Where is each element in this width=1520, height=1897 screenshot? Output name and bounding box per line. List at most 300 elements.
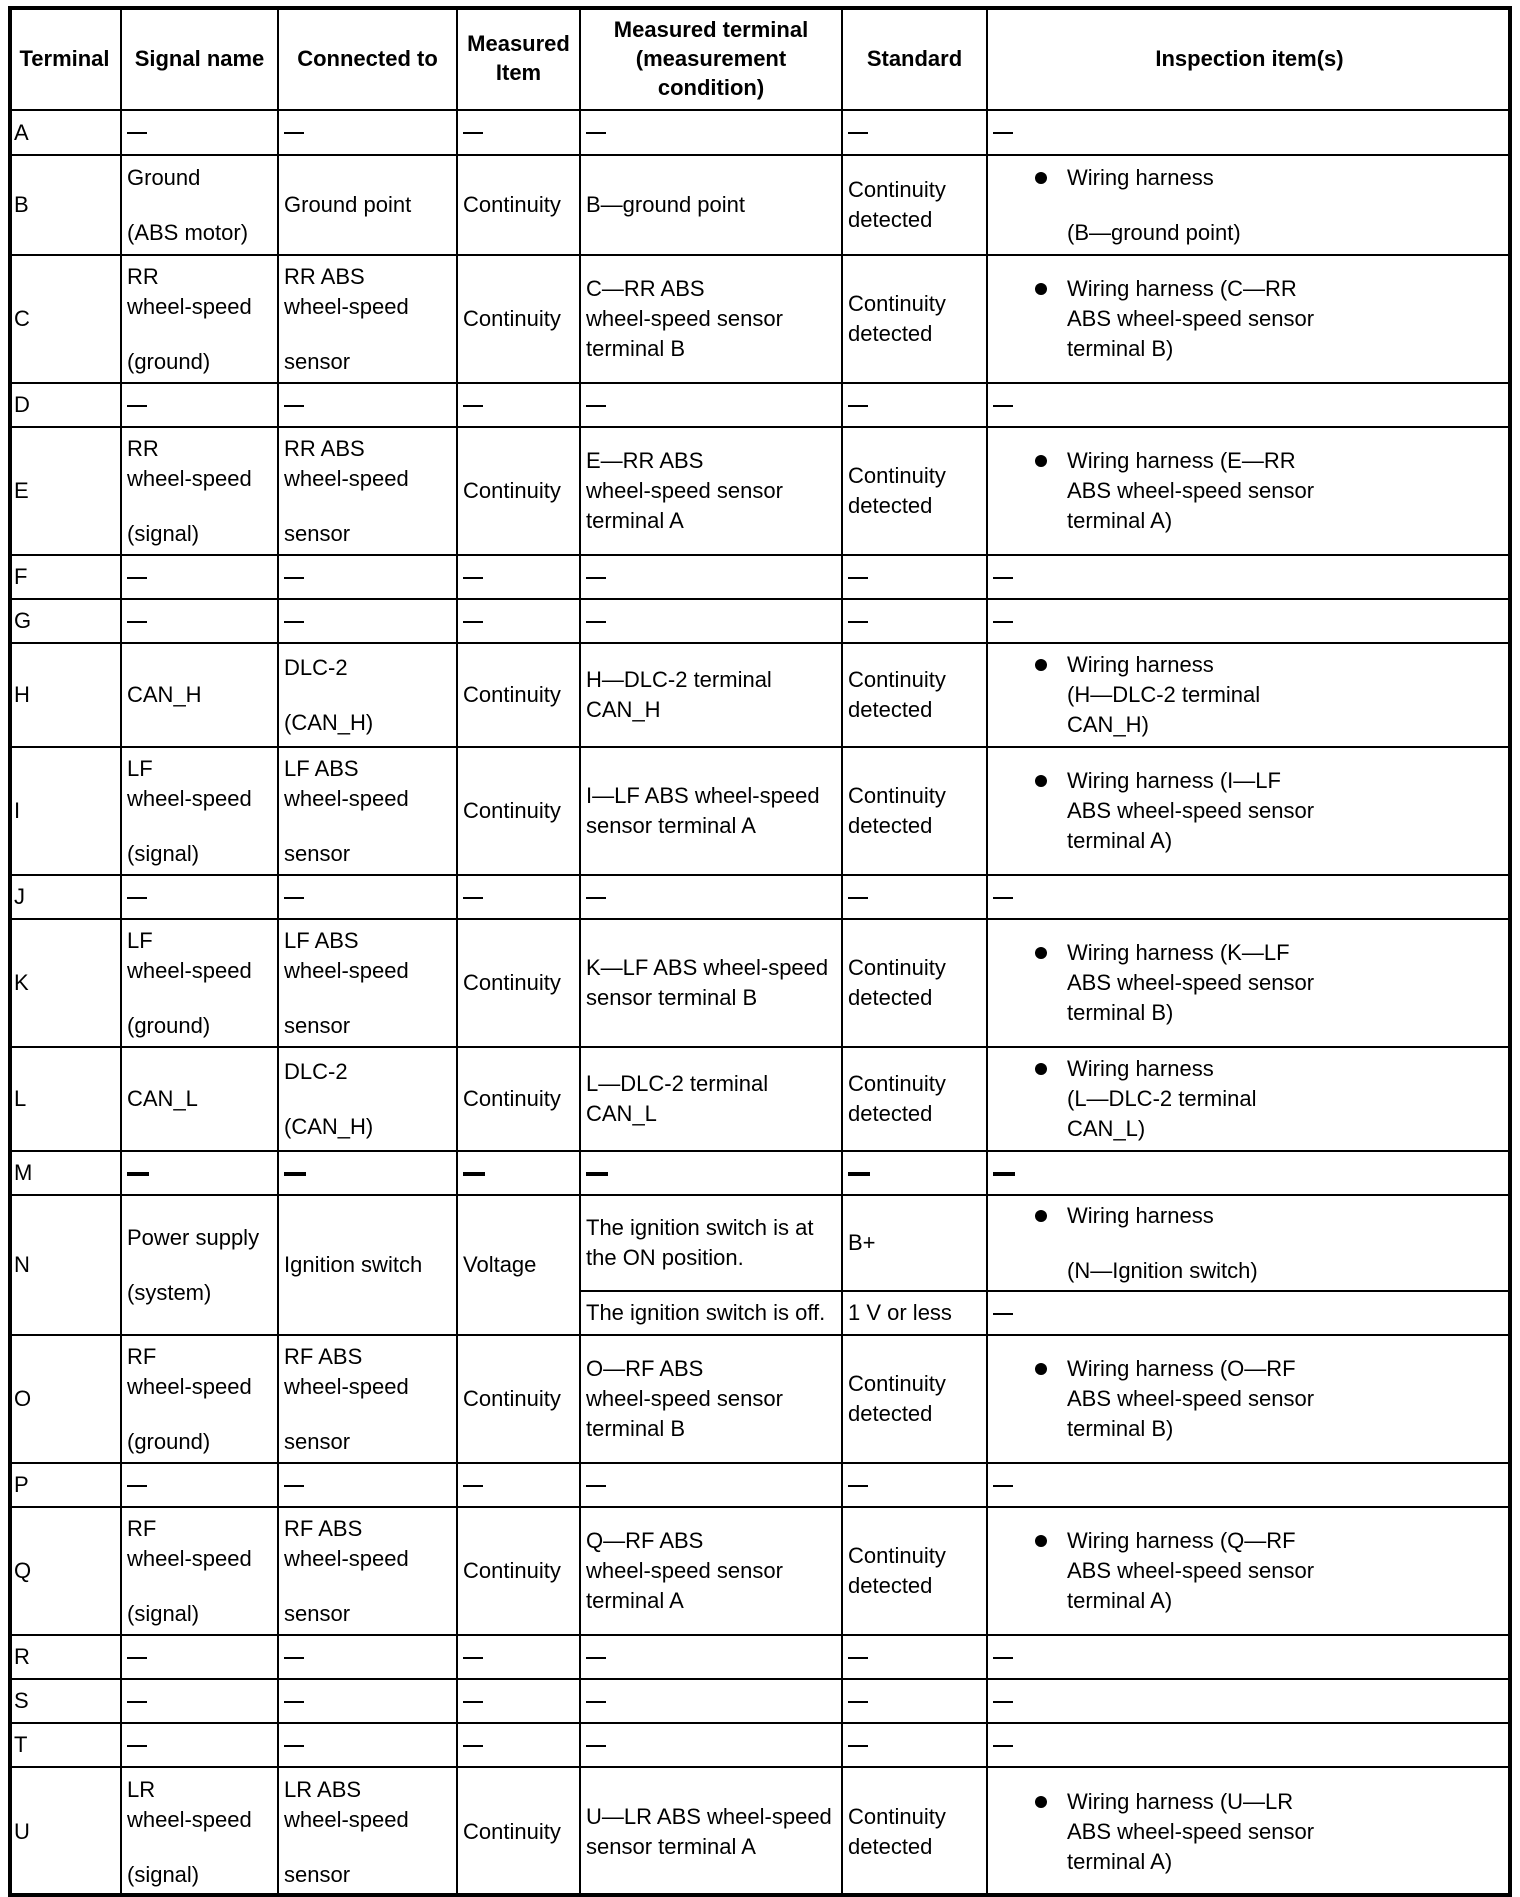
cell-text-line: CAN_L (586, 1101, 657, 1126)
cell-text-line: wheel-speed sensor (586, 1558, 783, 1583)
line-spacer (127, 1835, 272, 1860)
dash-mark (463, 132, 483, 134)
connected-to-cell (278, 155, 457, 255)
empty-cell (278, 383, 457, 427)
inspection-line: Wiring harness (1067, 164, 1214, 190)
dash-mark (586, 577, 606, 579)
cell-text-line: detected (848, 493, 933, 518)
empty-cell (842, 1679, 987, 1723)
empty-cell (121, 1463, 278, 1507)
inspection-text (1067, 650, 1260, 740)
dash-mark (284, 621, 304, 623)
dash-mark (586, 621, 606, 623)
cell-text-line: wheel-speed (127, 1373, 252, 1399)
cell-text-line: Inspection item(s) (1155, 45, 1344, 71)
cell-text-line: Continuity (463, 478, 561, 503)
empty-cell (842, 1635, 987, 1679)
signal-name-cell (121, 1195, 278, 1335)
empty-cell (278, 110, 457, 155)
terminal-cell (8, 555, 121, 599)
empty-cell (580, 875, 842, 919)
empty-cell (457, 1679, 580, 1723)
empty-cell (457, 1635, 580, 1679)
dash-mark (848, 1745, 868, 1747)
empty-cell (987, 383, 1512, 427)
cell-text-line: Signal name (134, 45, 265, 71)
empty-cell (580, 555, 842, 599)
cell-text-line: wheel-speed (127, 957, 252, 983)
measured-item-cell (457, 919, 580, 1047)
cell-text-line: (CAN_H) (284, 1113, 374, 1139)
terminal-label: Q (14, 1558, 32, 1583)
cell-text-line: RR ABS (284, 435, 365, 461)
signal-name-cell (121, 255, 278, 383)
connected-to-cell (278, 1767, 457, 1897)
inspection-line: Wiring harness (1067, 1202, 1214, 1228)
dash-mark (993, 577, 1013, 579)
inspection-cell (987, 255, 1512, 383)
bullet-icon (1035, 659, 1047, 671)
line-spacer (284, 814, 451, 839)
inspection-text (1067, 938, 1314, 1028)
empty-cell (987, 599, 1512, 643)
empty-cell (121, 383, 278, 427)
empty-cell (457, 555, 580, 599)
measured-terminal-cell (580, 155, 842, 255)
inspection-line: Wiring harness (Q—RF (1067, 1528, 1296, 1553)
inspection-cell (987, 1047, 1512, 1151)
inspection-line: CAN_H) (1067, 712, 1149, 737)
inspection-line: terminal A) (1067, 1849, 1173, 1874)
standard-cell (842, 1291, 987, 1335)
terminal-cell (8, 875, 121, 919)
cell-text-line: (system) (127, 1279, 212, 1305)
cell-text-line: LR (127, 1776, 156, 1802)
terminal-cell (8, 1635, 121, 1679)
dash-mark (848, 1172, 870, 1176)
cell-text-line: Continuity (848, 1804, 946, 1829)
empty-cell (987, 1291, 1512, 1335)
cell-text-line: wheel-speed (127, 1545, 252, 1571)
line-spacer (127, 1402, 272, 1427)
measured-terminal-cell (580, 747, 842, 875)
empty-cell (580, 1463, 842, 1507)
cell-text-line: LF ABS (284, 755, 359, 781)
inspection-line: Wiring harness (C—RR (1067, 276, 1297, 301)
terminal-label: N (14, 1252, 30, 1277)
inspection-cell (987, 1195, 1512, 1291)
inspection-line: terminal A) (1067, 1588, 1173, 1613)
cell-text-line: detected (848, 1834, 933, 1859)
cell-text-line: I—LF ABS wheel-speed (586, 783, 820, 808)
line-spacer (127, 494, 272, 519)
cell-text-line: The ignition switch is off. (586, 1300, 826, 1325)
cell-text-line: Power supply (127, 1224, 260, 1250)
measured-terminal-cell (580, 919, 842, 1047)
empty-cell (987, 555, 1512, 599)
inspection-cell (987, 919, 1512, 1047)
inspection-cell (987, 427, 1512, 555)
cell-text-line: Continuity (848, 177, 946, 202)
cell-text-line: Continuity (463, 192, 561, 217)
empty-cell (580, 110, 842, 155)
cell-text-line: detected (848, 985, 933, 1010)
cell-text-line: wheel-speed (284, 465, 409, 491)
terminal-label: M (14, 1160, 33, 1185)
cell-text-line: terminal B (586, 1416, 686, 1441)
cell-text-line: sensor (284, 1012, 351, 1038)
cell-text-line: CAN_L (127, 1086, 198, 1111)
cell-text-line: Continuity (463, 682, 561, 707)
bullet-icon (1035, 1535, 1047, 1547)
cell-text-line: RF (127, 1515, 157, 1541)
cell-text-line: Standard (866, 45, 963, 71)
header-signal-name (121, 6, 278, 110)
dash-mark (586, 1701, 606, 1703)
cell-text-line: wheel-speed (284, 1806, 409, 1832)
empty-cell (580, 1679, 842, 1723)
terminal-cell (8, 1679, 121, 1723)
cell-text-line: terminal A (586, 1588, 684, 1613)
cell-text-line: (ground) (127, 1012, 211, 1038)
dash-mark (463, 1172, 485, 1176)
header-inspection-items (987, 6, 1512, 110)
dash-mark (284, 1657, 304, 1659)
dash-mark (848, 621, 868, 623)
empty-cell (121, 1723, 278, 1767)
empty-cell (457, 1723, 580, 1767)
terminal-cell (8, 1047, 121, 1151)
cell-text-line: Ignition switch (284, 1252, 423, 1277)
empty-cell (278, 1151, 457, 1195)
inspection-line: ABS wheel-speed sensor (1067, 1819, 1315, 1844)
measured-terminal-cell (580, 1195, 842, 1291)
cell-text-line: Continuity (848, 1371, 946, 1396)
dash-mark (127, 1745, 147, 1747)
terminal-cell (8, 643, 121, 747)
inspection-line: Wiring harness (O—RF (1067, 1356, 1296, 1381)
inspection-text (1067, 446, 1314, 536)
cell-text-line: DLC-2 (284, 654, 348, 680)
line-spacer (127, 322, 272, 347)
line-spacer (284, 494, 451, 519)
measured-terminal-cell (580, 1507, 842, 1635)
inspection-text (1067, 274, 1314, 364)
terminal-cell (8, 1195, 121, 1335)
inspection-line: ABS wheel-speed sensor (1067, 798, 1315, 823)
cell-text-line: Measured terminal (613, 16, 809, 42)
standard-cell (842, 919, 987, 1047)
dash-mark (284, 1701, 304, 1703)
inspection-cell (987, 1335, 1512, 1463)
cell-text-line: sensor terminal B (586, 985, 758, 1010)
connected-to-cell (278, 1195, 457, 1335)
cell-text-line: sensor (284, 840, 351, 866)
line-spacer (284, 1402, 451, 1427)
measured-terminal-cell (580, 255, 842, 383)
measured-terminal-cell (580, 643, 842, 747)
dash-mark (848, 897, 868, 899)
standard-cell (842, 1335, 987, 1463)
inspection-line: Wiring harness (1067, 652, 1214, 677)
line-spacer (127, 1574, 272, 1599)
cell-text-line: (ABS motor) (127, 219, 249, 245)
measured-item-cell (457, 1335, 580, 1463)
cell-text-line: detected (848, 813, 933, 838)
cell-text-line: condition) (657, 74, 765, 100)
cell-text-line: CAN_H (127, 682, 202, 707)
dash-mark (993, 1313, 1013, 1315)
signal-name-cell (121, 1335, 278, 1463)
cell-text-line: detected (848, 207, 933, 232)
cell-text-line: RF (127, 1343, 157, 1369)
inspection-text (1067, 766, 1314, 856)
cell-text-line: L—DLC-2 terminal (586, 1071, 769, 1096)
measured-item-cell (457, 747, 580, 875)
empty-cell (457, 110, 580, 155)
dash-mark (284, 577, 304, 579)
inspection-line: (L—DLC-2 terminal (1067, 1086, 1257, 1111)
terminal-label: K (14, 970, 29, 995)
cell-text-line: (signal) (127, 1600, 200, 1626)
signal-name-cell (121, 747, 278, 875)
cell-text-line: LF (127, 755, 153, 781)
cell-text-line: wheel-speed sensor (586, 478, 783, 503)
line-spacer (127, 1253, 272, 1278)
inspection-line: terminal A) (1067, 508, 1173, 533)
dash-mark (586, 132, 606, 134)
cell-text-line: wheel-speed sensor (586, 1386, 783, 1411)
cell-text-line: Continuity (463, 306, 561, 331)
inspection-cell (987, 155, 1512, 255)
empty-cell (842, 555, 987, 599)
terminal-cell (8, 110, 121, 155)
cell-text-line: LF ABS (284, 927, 359, 953)
cell-text-line: detected (848, 1101, 933, 1126)
terminal-label: U (14, 1819, 30, 1844)
terminal-label: E (14, 478, 29, 503)
cell-text-line: (measurement (635, 45, 787, 71)
empty-cell (580, 383, 842, 427)
connected-to-cell (278, 1047, 457, 1151)
dash-mark (463, 1701, 483, 1703)
cell-text-line: wheel-speed (284, 785, 409, 811)
inspection-cell (987, 1767, 1512, 1897)
empty-cell (842, 383, 987, 427)
terminal-label: L (14, 1086, 27, 1111)
cell-text-line: E—RR ABS (586, 448, 704, 473)
terminal-cell (8, 1507, 121, 1635)
header-connected-to (278, 6, 457, 110)
terminal-label: J (14, 884, 25, 909)
connected-to-cell (278, 427, 457, 555)
cell-text-line: Continuity (463, 1086, 561, 1111)
cell-text-line: wheel-speed (127, 785, 252, 811)
signal-name-cell (121, 1507, 278, 1635)
empty-cell (580, 599, 842, 643)
cell-text-line: O—RF ABS (586, 1356, 704, 1381)
signal-name-cell (121, 919, 278, 1047)
cell-text-line: U—LR ABS wheel-speed (586, 1804, 832, 1829)
inspection-text (1067, 1526, 1314, 1616)
dash-mark (463, 621, 483, 623)
dash-mark (127, 1657, 147, 1659)
empty-cell (457, 599, 580, 643)
measured-terminal-cell (580, 427, 842, 555)
measured-terminal-cell (580, 1291, 842, 1335)
terminal-label: H (14, 682, 30, 707)
cell-text-line: Continuity (848, 291, 946, 316)
empty-cell (278, 1679, 457, 1723)
terminal-label: R (14, 1644, 30, 1669)
inspection-line: terminal B) (1067, 336, 1174, 361)
inspection-text (1067, 1354, 1314, 1444)
cell-text-line: terminal A (586, 508, 684, 533)
terminal-cell (8, 383, 121, 427)
terminal-label: T (14, 1732, 28, 1757)
cell-text-line: wheel-speed sensor (586, 306, 783, 331)
empty-cell (121, 555, 278, 599)
empty-cell (457, 383, 580, 427)
terminal-cell (8, 1767, 121, 1897)
line-spacer (127, 814, 272, 839)
header-measured-terminal (580, 6, 842, 110)
terminal-label: F (14, 564, 28, 589)
inspection-line: CAN_L) (1067, 1116, 1146, 1141)
cell-text-line: C—RR ABS (586, 276, 705, 301)
dash-mark (586, 1745, 606, 1747)
cell-text-line: Ground (127, 164, 201, 190)
connected-to-cell (278, 1507, 457, 1635)
standard-cell (842, 1047, 987, 1151)
terminal-label: D (14, 392, 30, 417)
inspection-line: Wiring harness (K—LF (1067, 940, 1290, 965)
inspection-line: terminal A) (1067, 828, 1173, 853)
dash-mark (127, 1172, 149, 1176)
terminal-label: I (14, 798, 21, 823)
terminal-inspection-table (8, 6, 1512, 1887)
empty-cell (987, 110, 1512, 155)
terminal-label: B (14, 192, 29, 217)
dash-mark (993, 897, 1013, 899)
line-spacer (1067, 193, 1241, 218)
inspection-line: terminal B) (1067, 1000, 1174, 1025)
cell-text-line: sensor (284, 1428, 351, 1454)
cell-text-line: Ground point (284, 192, 412, 217)
inspection-text (1067, 1201, 1258, 1286)
empty-cell (278, 599, 457, 643)
bullet-icon (1035, 775, 1047, 787)
terminal-cell (8, 1723, 121, 1767)
inspection-line: (N—Ignition switch) (1067, 1257, 1258, 1283)
bullet-icon (1035, 283, 1047, 295)
cell-text-line: detected (848, 1401, 933, 1426)
dash-mark (463, 1745, 483, 1747)
dash-mark (127, 897, 147, 899)
empty-cell (580, 1151, 842, 1195)
connected-to-cell (278, 747, 457, 875)
measured-item-cell (457, 255, 580, 383)
inspection-cell (987, 1507, 1512, 1635)
bullet-icon (1035, 455, 1047, 467)
empty-cell (278, 555, 457, 599)
terminal-cell (8, 1463, 121, 1507)
cell-text-line: RR ABS (284, 263, 365, 289)
line-spacer (284, 1574, 451, 1599)
cell-text-line: (signal) (127, 840, 200, 866)
cell-text-line: Continuity (463, 1819, 561, 1844)
cell-text-line: sensor (284, 1861, 351, 1887)
cell-text-line: Voltage (463, 1252, 537, 1277)
cell-text-line: Continuity (848, 783, 946, 808)
terminal-label: O (14, 1386, 32, 1411)
measured-terminal-cell (580, 1047, 842, 1151)
cell-text-line: Continuity (463, 1558, 561, 1583)
signal-name-cell (121, 155, 278, 255)
dash-mark (284, 1745, 304, 1747)
cell-text-line: RF ABS (284, 1515, 363, 1541)
bullet-icon (1035, 172, 1047, 184)
cell-text-line: LR ABS (284, 1776, 362, 1802)
inspection-line: (B—ground point) (1067, 219, 1241, 245)
inspection-line: ABS wheel-speed sensor (1067, 306, 1315, 331)
terminal-cell (8, 1335, 121, 1463)
dash-mark (848, 577, 868, 579)
terminal-label: C (14, 306, 30, 331)
measured-item-cell (457, 1767, 580, 1897)
cell-text-line: RR (127, 435, 159, 461)
inspection-text (1067, 1054, 1257, 1144)
cell-text-line: (CAN_H) (284, 709, 374, 735)
cell-text-line: DLC-2 (284, 1058, 348, 1084)
terminal-label: S (14, 1688, 29, 1713)
terminal-cell (8, 255, 121, 383)
cell-text-line: wheel-speed (284, 1373, 409, 1399)
cell-text-line: Continuity (848, 955, 946, 980)
inspection-line: ABS wheel-speed sensor (1067, 478, 1315, 503)
cell-text-line: (signal) (127, 520, 200, 546)
line-spacer (127, 986, 272, 1011)
cell-text-line: the ON position. (586, 1245, 744, 1270)
dash-mark (848, 1485, 868, 1487)
cell-text-line: Q—RF ABS (586, 1528, 704, 1553)
bullet-icon (1035, 1363, 1047, 1375)
cell-text-line: Terminal (19, 45, 110, 71)
dash-mark (127, 621, 147, 623)
empty-cell (987, 1151, 1512, 1195)
cell-text-line: LF (127, 927, 153, 953)
inspection-line: Wiring harness (I—LF (1067, 768, 1281, 793)
inspection-line: Wiring harness (E—RR (1067, 448, 1296, 473)
cell-text-line: wheel-speed (127, 465, 252, 491)
terminal-cell (8, 747, 121, 875)
terminal-label: P (14, 1472, 29, 1497)
dash-mark (463, 577, 483, 579)
cell-text-line: H—DLC-2 terminal (586, 667, 772, 692)
cell-text-line: sensor terminal A (586, 813, 756, 838)
empty-cell (457, 1463, 580, 1507)
empty-cell (987, 875, 1512, 919)
measured-item-cell (457, 1507, 580, 1635)
inspection-cell (987, 643, 1512, 747)
dash-mark (993, 621, 1013, 623)
cell-text-line: detected (848, 321, 933, 346)
cell-text-line: Continuity (463, 798, 561, 823)
dash-mark (993, 1657, 1013, 1659)
line-spacer (1067, 1231, 1258, 1256)
dash-mark (127, 1701, 147, 1703)
bullet-icon (1035, 1796, 1047, 1808)
